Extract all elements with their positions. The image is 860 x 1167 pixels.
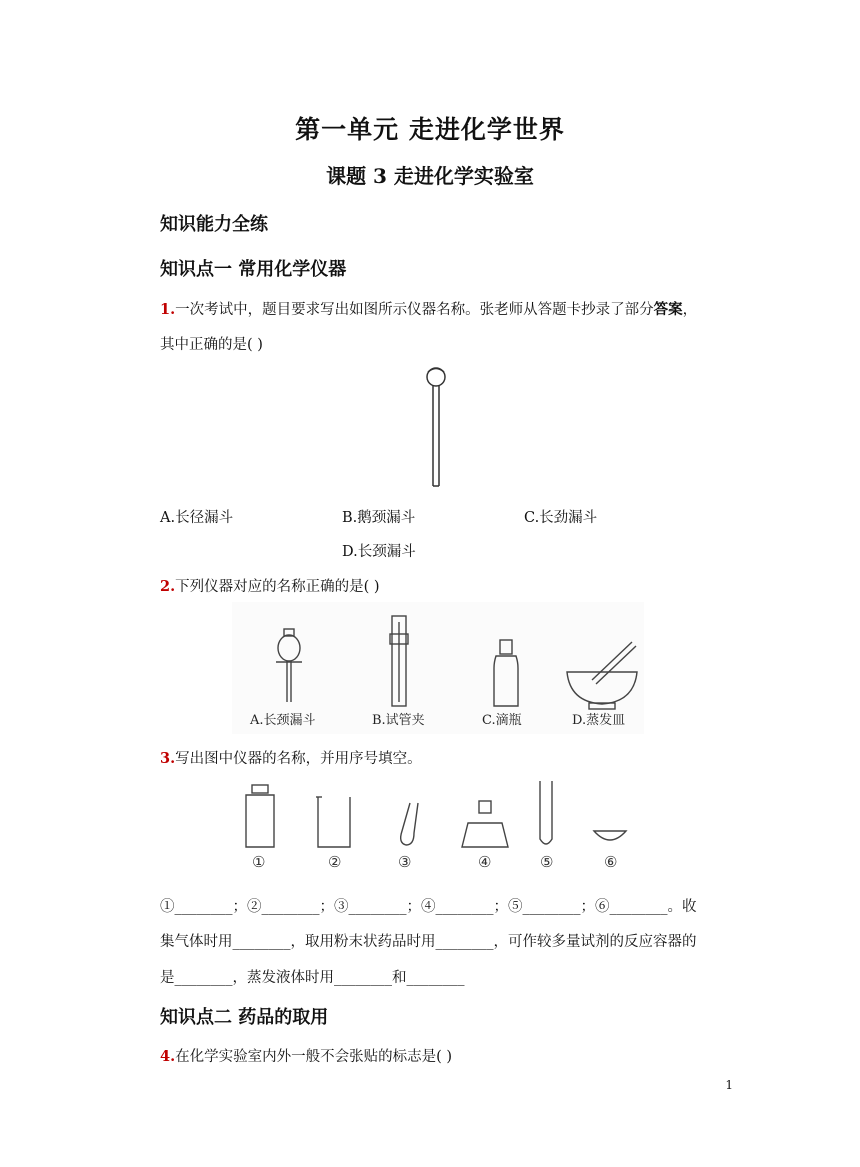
option-d: D.长颈漏斗 [342,544,416,560]
figure-label-d: D.蒸发皿 [572,713,626,728]
gas-bottle-icon [246,785,274,847]
alcohol-lamp-icon [462,801,508,847]
question-text-bold: 答案 [653,301,683,318]
figure-label-5: ⑤ [540,853,554,871]
q3-fill-line-2: 集气体时用________，取用粉末状药品时用________，可作较多量试剂的反应容器的 [160,934,697,950]
unit-title: 第一单元 走进化学世界 [295,115,565,144]
question-text: 下列仪器对应的名称正确的是( ) [175,579,380,595]
question-3 [160,747,422,768]
test-tube-icon [540,781,552,844]
q3-fill-line-3: 是________，蒸发液体时用________和________ [160,970,465,986]
figure-label-6: ⑥ [604,853,618,871]
section-heading-overview: 知识能力全练 [160,214,268,235]
section-heading-point1: 知识点一 常用化学仪器 [160,259,347,280]
question-text: ， [682,302,698,318]
figure-label-3: ③ [398,853,412,871]
question-4 [160,1045,452,1066]
question-text: 在化学实验室内外一般不会张贴的标志是( ) [175,1049,453,1065]
question-number: 1. [160,301,176,318]
lesson-title: 课题 3 走进化学实验室 [326,164,534,188]
figure-label-2: ② [328,853,342,871]
figure-label-a: A.长颈漏斗 [250,713,316,728]
q2-instrument-figure [232,602,644,734]
question-number: 3. [160,750,176,767]
question-1 [160,298,697,319]
long-neck-funnel-figure [420,362,460,490]
beaker-icon [316,797,350,847]
figure-label-c: C.滴瓶 [482,713,522,728]
question-2 [160,575,380,596]
question-text: 一次考试中，题目要求写出如图所示仪器名称。张老师从答题卡抄录了部分 [175,302,654,318]
figure-label-1: ① [252,853,266,871]
option-a: A.长径漏斗 [160,510,234,526]
evaporating-dish-icon [594,831,626,840]
figure-label-4: ④ [478,853,492,871]
medicine-spoon-icon [401,803,418,845]
question-number: 4. [160,1048,176,1065]
question-text: 写出图中仪器的名称，并用序号填空。 [175,751,422,767]
page-number: 1 [725,1078,733,1092]
option-b: B.鹅颈漏斗 [342,510,416,526]
q3-instrument-figure [232,775,644,877]
question-number: 2. [160,578,176,595]
question-1-continued: 其中正确的是( ) [160,337,263,353]
figure-label-b: B.试管夹 [372,713,425,728]
option-c: C.长劲漏斗 [524,510,598,526]
q3-fill-line-1: ①________；②________；③________；④________；⑤________；⑥________。收 [160,899,697,915]
section-heading-point2: 知识点二 药品的取用 [160,1007,329,1028]
